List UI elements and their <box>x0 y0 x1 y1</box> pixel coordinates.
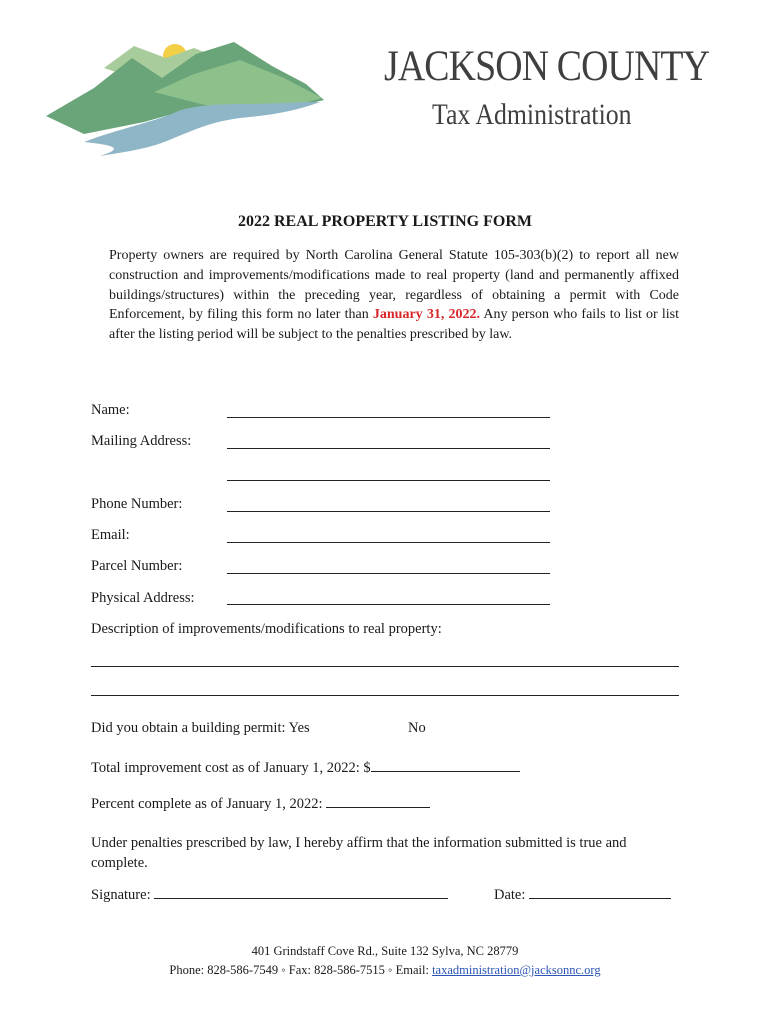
footer-address: 401 Grindstaff Cove Rd., Suite 132 Sylva, NC 28779 <box>251 944 519 958</box>
cost-row <box>91 757 520 777</box>
email-link[interactable]: taxadministration@jacksonnc.org <box>432 963 601 977</box>
date-label: Date: <box>494 887 526 903</box>
date-row <box>494 884 671 904</box>
percent-row <box>91 793 430 813</box>
footer-contact <box>0 963 770 978</box>
permit-no-option[interactable]: No <box>408 720 426 736</box>
date-field[interactable] <box>529 884 671 899</box>
jackson-county-logo <box>44 38 324 160</box>
phone-field[interactable] <box>227 511 550 512</box>
form-title: 2022 REAL PROPERTY LISTING FORM <box>238 213 532 230</box>
email-field[interactable] <box>227 542 550 543</box>
intro-text-end: Any person who fails to list or list after the listing period will be subject to the penalties prescribed by law. <box>109 307 679 343</box>
description-field-1[interactable] <box>91 666 679 667</box>
physical-address-field[interactable] <box>227 604 550 605</box>
percent-field[interactable] <box>326 793 430 808</box>
percent-label: Percent complete as of January 1, 2022: <box>91 796 323 812</box>
affirmation-text: Under penalties prescribed by law, I hereby affirm that the information submitted is true and complete. <box>91 835 627 871</box>
physical-address-label: Physical Address: <box>91 590 195 606</box>
mailing-address-field-2[interactable] <box>227 480 550 481</box>
mailing-address-field[interactable] <box>227 448 550 449</box>
intro-paragraph <box>109 246 679 345</box>
cost-field[interactable] <box>371 757 520 772</box>
phone-label: Phone Number: <box>91 496 183 512</box>
cost-label: Total improvement cost as of January 1, 2022: $ <box>91 760 371 776</box>
signature-label: Signature: <box>91 887 151 903</box>
email-label: Email: <box>91 527 130 543</box>
name-label: Name: <box>91 402 130 418</box>
intro-text: Property owners are required by North Carolina General Statute 105-303(b)(2) to report all new construction and improvements/modifications made to real property (land and permanently affixed buildings/structures) within the preceding year, regardless of obtaining a permit with Code Enforcement, by filing this form no later than <box>109 248 679 323</box>
permit-question: Did you obtain a building permit: Yes <box>91 720 310 736</box>
org-subtitle: Tax Administration <box>432 98 632 131</box>
org-name: JACKSON COUNTY <box>384 43 710 90</box>
footer-contact-text: Phone: 828-586-7549 ◦ Fax: 828-586-7515 ◦ Email: <box>169 963 433 977</box>
parcel-field[interactable] <box>227 573 550 574</box>
brand-block <box>384 42 710 132</box>
deadline-date: January 31, 2022. <box>372 307 480 323</box>
description-field-2[interactable] <box>91 695 679 696</box>
parcel-label: Parcel Number: <box>91 558 183 574</box>
signature-row <box>91 884 448 904</box>
description-label: Description of improvements/modifications to real property: <box>91 621 442 637</box>
signature-field[interactable] <box>154 884 448 899</box>
mailing-address-label: Mailing Address: <box>91 433 192 449</box>
name-field[interactable] <box>227 417 550 418</box>
